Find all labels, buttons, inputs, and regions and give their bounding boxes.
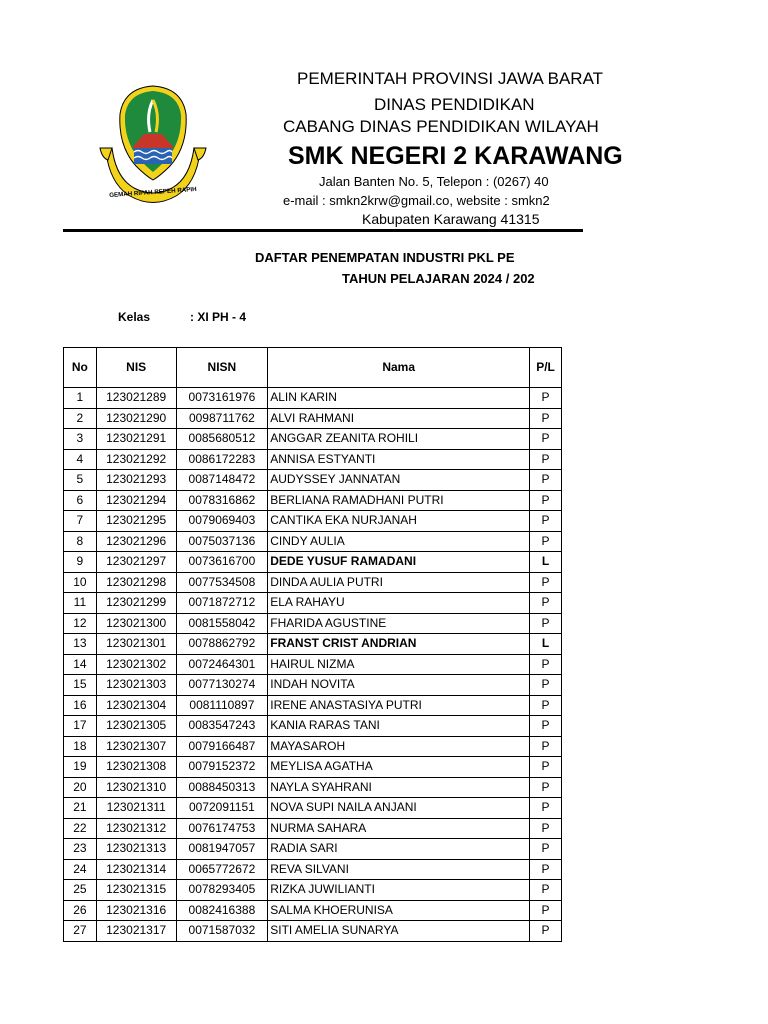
nis-cell: 123021315 bbox=[96, 880, 176, 901]
table-row bbox=[64, 572, 562, 593]
nisn-cell: 0083547243 bbox=[176, 716, 268, 737]
name-cell: SITI AMELIA SUNARYA bbox=[268, 921, 530, 942]
nisn-cell: 0073616700 bbox=[176, 552, 268, 573]
nisn-cell: 0073161976 bbox=[176, 388, 268, 409]
gender-cell: P bbox=[530, 736, 562, 757]
nisn-cell: 0071587032 bbox=[176, 921, 268, 942]
nisn-cell: 0088450313 bbox=[176, 777, 268, 798]
table-row bbox=[64, 675, 562, 696]
academic-year: TAHUN PELAJARAN 2024 / 202 bbox=[342, 271, 535, 286]
name-cell: MAYASAROH bbox=[268, 736, 530, 757]
nisn-cell: 0065772672 bbox=[176, 859, 268, 880]
nisn-cell: 0072464301 bbox=[176, 654, 268, 675]
gender-cell: P bbox=[530, 531, 562, 552]
nisn-cell: 0077130274 bbox=[176, 675, 268, 696]
row-number: 11 bbox=[64, 593, 97, 614]
nis-cell: 123021302 bbox=[96, 654, 176, 675]
gender-cell: L bbox=[530, 634, 562, 655]
table-row bbox=[64, 716, 562, 737]
nisn-cell: 0072091151 bbox=[176, 798, 268, 819]
name-cell: ELA RAHAYU bbox=[268, 593, 530, 614]
nis-cell: 123021303 bbox=[96, 675, 176, 696]
gender-cell: P bbox=[530, 900, 562, 921]
table-row bbox=[64, 429, 562, 450]
gender-cell: P bbox=[530, 593, 562, 614]
branch-office-line: CABANG DINAS PENDIDIKAN WILAYAH bbox=[283, 117, 599, 136]
row-number: 15 bbox=[64, 675, 97, 696]
gender-cell: P bbox=[530, 572, 562, 593]
logo-motto-text: GEMAH RIPAH REPEH RAPIH bbox=[108, 185, 197, 200]
nis-cell: 123021292 bbox=[96, 449, 176, 470]
name-cell: DINDA AULIA PUTRI bbox=[268, 572, 530, 593]
gender-cell: P bbox=[530, 716, 562, 737]
nis-cell: 123021289 bbox=[96, 388, 176, 409]
name-cell: BERLIANA RAMADHANI PUTRI bbox=[268, 490, 530, 511]
document-title: DAFTAR PENEMPATAN INDUSTRI PKL PE bbox=[255, 250, 515, 265]
row-number: 20 bbox=[64, 777, 97, 798]
gender-cell: P bbox=[530, 695, 562, 716]
name-cell: ALIN KARIN bbox=[268, 388, 530, 409]
west-java-emblem-logo bbox=[100, 84, 206, 214]
table-row bbox=[64, 511, 562, 532]
nisn-cell: 0082416388 bbox=[176, 900, 268, 921]
table-row bbox=[64, 388, 562, 409]
gender-cell: P bbox=[530, 449, 562, 470]
name-cell: CANTIKA EKA NURJANAH bbox=[268, 511, 530, 532]
row-number: 24 bbox=[64, 859, 97, 880]
name-cell: AUDYSSEY JANNATAN bbox=[268, 470, 530, 491]
nisn-cell: 0079166487 bbox=[176, 736, 268, 757]
nisn-cell: 0078316862 bbox=[176, 490, 268, 511]
gender-cell: P bbox=[530, 654, 562, 675]
nis-cell: 123021304 bbox=[96, 695, 176, 716]
gender-cell: P bbox=[530, 675, 562, 696]
nis-cell: 123021295 bbox=[96, 511, 176, 532]
row-number: 6 bbox=[64, 490, 97, 511]
row-number: 21 bbox=[64, 798, 97, 819]
nis-cell: 123021305 bbox=[96, 716, 176, 737]
gender-cell: P bbox=[530, 757, 562, 778]
header-pl: P/L bbox=[530, 348, 562, 388]
name-cell: NURMA SAHARA bbox=[268, 818, 530, 839]
school-address: Jalan Banten No. 5, Telepon : (0267) 40 bbox=[319, 174, 549, 189]
table-row bbox=[64, 490, 562, 511]
table-row bbox=[64, 818, 562, 839]
nis-cell: 123021313 bbox=[96, 839, 176, 860]
table-row bbox=[64, 736, 562, 757]
row-number: 18 bbox=[64, 736, 97, 757]
row-number: 13 bbox=[64, 634, 97, 655]
header-divider bbox=[63, 229, 583, 232]
header-nama: Nama bbox=[268, 348, 530, 388]
nis-cell: 123021293 bbox=[96, 470, 176, 491]
table-row bbox=[64, 859, 562, 880]
table-row bbox=[64, 695, 562, 716]
row-number: 3 bbox=[64, 429, 97, 450]
row-number: 7 bbox=[64, 511, 97, 532]
table-row bbox=[64, 613, 562, 634]
nisn-cell: 0079069403 bbox=[176, 511, 268, 532]
nisn-cell: 0071872712 bbox=[176, 593, 268, 614]
department-line: DINAS PENDIDIKAN bbox=[374, 95, 535, 114]
nisn-cell: 0081558042 bbox=[176, 613, 268, 634]
nis-cell: 123021314 bbox=[96, 859, 176, 880]
name-cell: RADIA SARI bbox=[268, 839, 530, 860]
nis-cell: 123021296 bbox=[96, 531, 176, 552]
table-row bbox=[64, 654, 562, 675]
name-cell: ALVI RAHMANI bbox=[268, 408, 530, 429]
nis-cell: 123021316 bbox=[96, 900, 176, 921]
school-name: SMK NEGERI 2 KARAWANG bbox=[288, 142, 623, 170]
nis-cell: 123021298 bbox=[96, 572, 176, 593]
gender-cell: P bbox=[530, 818, 562, 839]
table-body bbox=[64, 388, 562, 942]
row-number: 14 bbox=[64, 654, 97, 675]
gender-cell: P bbox=[530, 613, 562, 634]
name-cell: MEYLISA AGATHA bbox=[268, 757, 530, 778]
table-row bbox=[64, 552, 562, 573]
nisn-cell: 0081110897 bbox=[176, 695, 268, 716]
name-cell: NOVA SUPI NAILA ANJANI bbox=[268, 798, 530, 819]
gender-cell: P bbox=[530, 880, 562, 901]
header-nis: NIS bbox=[96, 348, 176, 388]
row-number: 9 bbox=[64, 552, 97, 573]
row-number: 12 bbox=[64, 613, 97, 634]
table-row bbox=[64, 777, 562, 798]
gender-cell: P bbox=[530, 839, 562, 860]
name-cell: NAYLA SYAHRANI bbox=[268, 777, 530, 798]
name-cell: HAIRUL NIZMA bbox=[268, 654, 530, 675]
row-number: 2 bbox=[64, 408, 97, 429]
gender-cell: P bbox=[530, 429, 562, 450]
table-row bbox=[64, 470, 562, 491]
header-nisn: NISN bbox=[176, 348, 268, 388]
school-region: Kabupaten Karawang 41315 bbox=[362, 211, 540, 227]
gender-cell: L bbox=[530, 552, 562, 573]
name-cell: KANIA RARAS TANI bbox=[268, 716, 530, 737]
table-header-row bbox=[64, 348, 562, 388]
name-cell: REVA SILVANI bbox=[268, 859, 530, 880]
row-number: 25 bbox=[64, 880, 97, 901]
name-cell: CINDY AULIA bbox=[268, 531, 530, 552]
table-row bbox=[64, 921, 562, 942]
table-row bbox=[64, 900, 562, 921]
table-row bbox=[64, 880, 562, 901]
nis-cell: 123021297 bbox=[96, 552, 176, 573]
row-number: 22 bbox=[64, 818, 97, 839]
gender-cell: P bbox=[530, 511, 562, 532]
nis-cell: 123021308 bbox=[96, 757, 176, 778]
school-contact: e-mail : smkn2krw@gmail.co, website : smkn2 bbox=[283, 193, 550, 208]
header-no: No bbox=[64, 348, 97, 388]
nisn-cell: 0078862792 bbox=[176, 634, 268, 655]
nisn-cell: 0078293405 bbox=[176, 880, 268, 901]
table-row bbox=[64, 531, 562, 552]
name-cell: DEDE YUSUF RAMADANI bbox=[268, 552, 530, 573]
nis-cell: 123021300 bbox=[96, 613, 176, 634]
nis-cell: 123021294 bbox=[96, 490, 176, 511]
nisn-cell: 0077534508 bbox=[176, 572, 268, 593]
table-row bbox=[64, 798, 562, 819]
nis-cell: 123021291 bbox=[96, 429, 176, 450]
name-cell: IRENE ANASTASIYA PUTRI bbox=[268, 695, 530, 716]
row-number: 5 bbox=[64, 470, 97, 491]
name-cell: FRANST CRIST ANDRIAN bbox=[268, 634, 530, 655]
gender-cell: P bbox=[530, 798, 562, 819]
name-cell: SALMA KHOERUNISA bbox=[268, 900, 530, 921]
class-label: Kelas bbox=[118, 310, 151, 324]
gender-cell: P bbox=[530, 777, 562, 798]
nis-cell: 123021301 bbox=[96, 634, 176, 655]
name-cell: RIZKA JUWILIANTI bbox=[268, 880, 530, 901]
nisn-cell: 0079152372 bbox=[176, 757, 268, 778]
nis-cell: 123021307 bbox=[96, 736, 176, 757]
table-row bbox=[64, 839, 562, 860]
table-row bbox=[64, 634, 562, 655]
gender-cell: P bbox=[530, 921, 562, 942]
student-table bbox=[63, 347, 562, 942]
nis-cell: 123021312 bbox=[96, 818, 176, 839]
gender-cell: P bbox=[530, 408, 562, 429]
nis-cell: 123021311 bbox=[96, 798, 176, 819]
name-cell: FHARIDA AGUSTINE bbox=[268, 613, 530, 634]
gender-cell: P bbox=[530, 388, 562, 409]
table-row bbox=[64, 408, 562, 429]
gender-cell: P bbox=[530, 859, 562, 880]
nisn-cell: 0075037136 bbox=[176, 531, 268, 552]
table-row bbox=[64, 757, 562, 778]
nisn-cell: 0098711762 bbox=[176, 408, 268, 429]
nisn-cell: 0081947057 bbox=[176, 839, 268, 860]
nisn-cell: 0087148472 bbox=[176, 470, 268, 491]
row-number: 23 bbox=[64, 839, 97, 860]
name-cell: INDAH NOVITA bbox=[268, 675, 530, 696]
nisn-cell: 0085680512 bbox=[176, 429, 268, 450]
nis-cell: 123021290 bbox=[96, 408, 176, 429]
name-cell: ANNISA ESTYANTI bbox=[268, 449, 530, 470]
row-number: 19 bbox=[64, 757, 97, 778]
row-number: 27 bbox=[64, 921, 97, 942]
row-number: 16 bbox=[64, 695, 97, 716]
government-line: PEMERINTAH PROVINSI JAWA BARAT bbox=[297, 69, 604, 88]
class-value: : XI PH - 4 bbox=[190, 310, 247, 324]
row-number: 26 bbox=[64, 900, 97, 921]
row-number: 17 bbox=[64, 716, 97, 737]
table-row bbox=[64, 593, 562, 614]
nis-cell: 123021317 bbox=[96, 921, 176, 942]
table-row bbox=[64, 449, 562, 470]
row-number: 4 bbox=[64, 449, 97, 470]
gender-cell: P bbox=[530, 490, 562, 511]
nis-cell: 123021310 bbox=[96, 777, 176, 798]
nisn-cell: 0086172283 bbox=[176, 449, 268, 470]
row-number: 10 bbox=[64, 572, 97, 593]
row-number: 1 bbox=[64, 388, 97, 409]
nis-cell: 123021299 bbox=[96, 593, 176, 614]
row-number: 8 bbox=[64, 531, 97, 552]
nisn-cell: 0076174753 bbox=[176, 818, 268, 839]
gender-cell: P bbox=[530, 470, 562, 491]
name-cell: ANGGAR ZEANITA ROHILI bbox=[268, 429, 530, 450]
